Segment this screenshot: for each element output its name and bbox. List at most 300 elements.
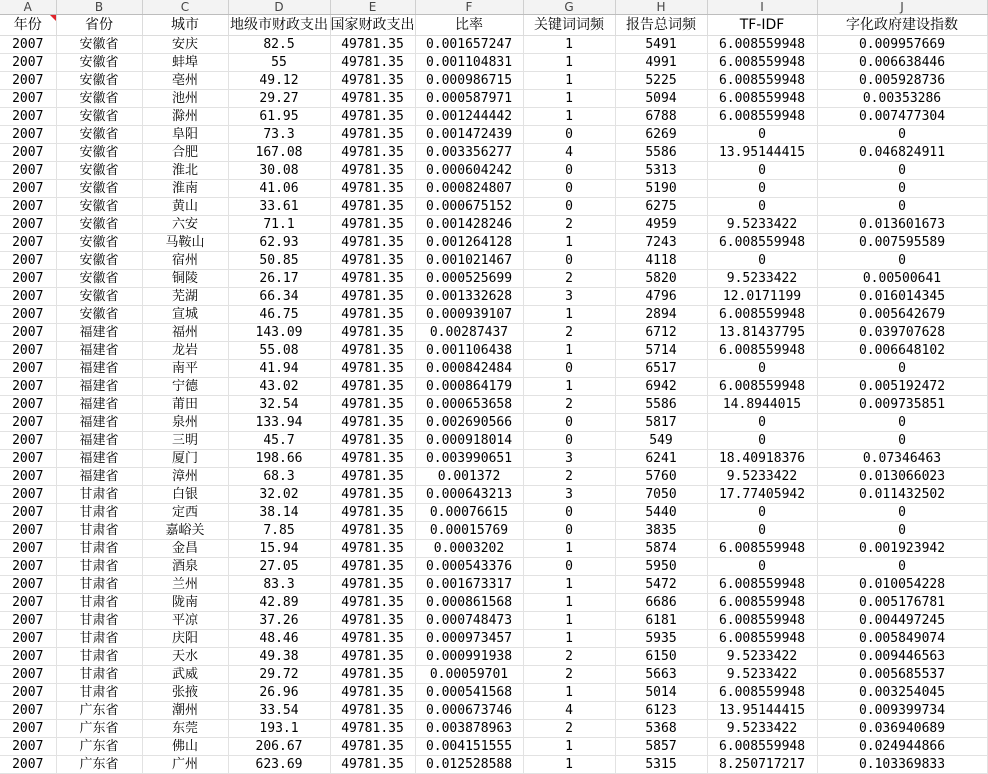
cell-report-total-frequency[interactable]: 5472 [615, 576, 707, 594]
cell-keyword-frequency[interactable]: 1 [523, 540, 615, 558]
cell-province[interactable]: 安徽省 [56, 144, 142, 162]
cell-national-fiscal-expenditure[interactable]: 49781.35 [330, 270, 415, 288]
cell-tf-idf[interactable]: 0 [707, 360, 817, 378]
cell-year[interactable]: 2007 [0, 702, 56, 720]
cell-national-fiscal-expenditure[interactable]: 49781.35 [330, 468, 415, 486]
cell-city-fiscal-expenditure[interactable]: 68.3 [228, 468, 330, 486]
cell-keyword-frequency[interactable]: 1 [523, 738, 615, 756]
cell-city-fiscal-expenditure[interactable]: 27.05 [228, 558, 330, 576]
header-cell-digital-government-index[interactable]: 字化政府建设指数 [817, 15, 987, 36]
cell-report-total-frequency[interactable]: 5874 [615, 540, 707, 558]
cell-digital-government-index[interactable]: 0.024944866 [817, 738, 987, 756]
cell-keyword-frequency[interactable]: 1 [523, 612, 615, 630]
cell-city-fiscal-expenditure[interactable]: 83.3 [228, 576, 330, 594]
cell-city-fiscal-expenditure[interactable]: 193.1 [228, 720, 330, 738]
cell-ratio[interactable]: 0.000861568 [415, 594, 523, 612]
cell-year[interactable]: 2007 [0, 576, 56, 594]
cell-tf-idf[interactable]: 6.008559948 [707, 738, 817, 756]
cell-year[interactable]: 2007 [0, 756, 56, 774]
cell-city[interactable]: 定西 [142, 504, 228, 522]
cell-year[interactable]: 2007 [0, 612, 56, 630]
cell-digital-government-index[interactable]: 0.00500641 [817, 270, 987, 288]
cell-national-fiscal-expenditure[interactable]: 49781.35 [330, 216, 415, 234]
cell-province[interactable]: 甘肃省 [56, 612, 142, 630]
cell-city-fiscal-expenditure[interactable]: 167.08 [228, 144, 330, 162]
column-header-j[interactable]: J [817, 0, 987, 15]
cell-province[interactable]: 福建省 [56, 324, 142, 342]
cell-keyword-frequency[interactable]: 0 [523, 504, 615, 522]
cell-city-fiscal-expenditure[interactable]: 66.34 [228, 288, 330, 306]
cell-tf-idf[interactable]: 6.008559948 [707, 108, 817, 126]
cell-year[interactable]: 2007 [0, 558, 56, 576]
cell-city[interactable]: 铜陵 [142, 270, 228, 288]
cell-ratio[interactable]: 0.001106438 [415, 342, 523, 360]
cell-city-fiscal-expenditure[interactable]: 206.67 [228, 738, 330, 756]
comment-indicator-icon[interactable] [50, 15, 56, 21]
cell-year[interactable]: 2007 [0, 468, 56, 486]
cell-city[interactable]: 莆田 [142, 396, 228, 414]
cell-report-total-frequency[interactable]: 549 [615, 432, 707, 450]
cell-city[interactable]: 陇南 [142, 594, 228, 612]
column-header-a[interactable]: A [0, 0, 56, 15]
cell-tf-idf[interactable]: 6.008559948 [707, 576, 817, 594]
cell-province[interactable]: 福建省 [56, 468, 142, 486]
cell-city-fiscal-expenditure[interactable]: 30.08 [228, 162, 330, 180]
cell-report-total-frequency[interactable]: 5014 [615, 684, 707, 702]
cell-ratio[interactable]: 0.00076615 [415, 504, 523, 522]
cell-ratio[interactable]: 0.000918014 [415, 432, 523, 450]
cell-report-total-frequency[interactable]: 4796 [615, 288, 707, 306]
cell-digital-government-index[interactable]: 0.007477304 [817, 108, 987, 126]
cell-province[interactable]: 安徽省 [56, 108, 142, 126]
cell-city-fiscal-expenditure[interactable]: 198.66 [228, 450, 330, 468]
cell-year[interactable]: 2007 [0, 306, 56, 324]
cell-digital-government-index[interactable]: 0.016014345 [817, 288, 987, 306]
cell-keyword-frequency[interactable]: 1 [523, 630, 615, 648]
cell-city[interactable]: 嘉峪关 [142, 522, 228, 540]
cell-tf-idf[interactable]: 6.008559948 [707, 630, 817, 648]
cell-keyword-frequency[interactable]: 3 [523, 288, 615, 306]
cell-digital-government-index[interactable]: 0.011432502 [817, 486, 987, 504]
header-cell-city[interactable]: 城市 [142, 15, 228, 36]
cell-city-fiscal-expenditure[interactable]: 33.61 [228, 198, 330, 216]
cell-tf-idf[interactable]: 0 [707, 180, 817, 198]
cell-national-fiscal-expenditure[interactable]: 49781.35 [330, 90, 415, 108]
cell-province[interactable]: 甘肃省 [56, 684, 142, 702]
cell-digital-government-index[interactable]: 0.007595589 [817, 234, 987, 252]
header-cell-province[interactable]: 省份 [56, 15, 142, 36]
cell-digital-government-index[interactable]: 0.006638446 [817, 54, 987, 72]
cell-national-fiscal-expenditure[interactable]: 49781.35 [330, 126, 415, 144]
cell-tf-idf[interactable]: 0 [707, 126, 817, 144]
header-cell-ratio[interactable]: 比率 [415, 15, 523, 36]
cell-keyword-frequency[interactable]: 0 [523, 198, 615, 216]
cell-ratio[interactable]: 0.000986715 [415, 72, 523, 90]
header-cell-tf-idf[interactable]: TF-IDF [707, 15, 817, 36]
cell-year[interactable]: 2007 [0, 234, 56, 252]
cell-city-fiscal-expenditure[interactable]: 61.95 [228, 108, 330, 126]
cell-tf-idf[interactable]: 6.008559948 [707, 306, 817, 324]
cell-national-fiscal-expenditure[interactable]: 49781.35 [330, 360, 415, 378]
cell-digital-government-index[interactable]: 0.009735851 [817, 396, 987, 414]
cell-digital-government-index[interactable]: 0.07346463 [817, 450, 987, 468]
cell-city[interactable]: 酒泉 [142, 558, 228, 576]
cell-province[interactable]: 福建省 [56, 360, 142, 378]
cell-year[interactable]: 2007 [0, 324, 56, 342]
cell-national-fiscal-expenditure[interactable]: 49781.35 [330, 54, 415, 72]
cell-digital-government-index[interactable]: 0.039707628 [817, 324, 987, 342]
cell-report-total-frequency[interactable]: 5817 [615, 414, 707, 432]
cell-province[interactable]: 福建省 [56, 342, 142, 360]
cell-keyword-frequency[interactable]: 3 [523, 450, 615, 468]
cell-digital-government-index[interactable]: 0.036940689 [817, 720, 987, 738]
cell-keyword-frequency[interactable]: 1 [523, 306, 615, 324]
cell-year[interactable]: 2007 [0, 270, 56, 288]
cell-national-fiscal-expenditure[interactable]: 49781.35 [330, 36, 415, 54]
cell-year[interactable]: 2007 [0, 648, 56, 666]
cell-city[interactable]: 合肥 [142, 144, 228, 162]
cell-year[interactable]: 2007 [0, 36, 56, 54]
cell-year[interactable]: 2007 [0, 162, 56, 180]
cell-ratio[interactable]: 0.001021467 [415, 252, 523, 270]
cell-digital-government-index[interactable]: 0 [817, 162, 987, 180]
cell-keyword-frequency[interactable]: 0 [523, 180, 615, 198]
cell-city[interactable]: 蚌埠 [142, 54, 228, 72]
cell-year[interactable]: 2007 [0, 630, 56, 648]
cell-year[interactable]: 2007 [0, 522, 56, 540]
cell-keyword-frequency[interactable]: 0 [523, 522, 615, 540]
cell-keyword-frequency[interactable]: 4 [523, 702, 615, 720]
cell-digital-government-index[interactable]: 0.003254045 [817, 684, 987, 702]
cell-national-fiscal-expenditure[interactable]: 49781.35 [330, 738, 415, 756]
cell-report-total-frequency[interactable]: 5368 [615, 720, 707, 738]
cell-city-fiscal-expenditure[interactable]: 48.46 [228, 630, 330, 648]
cell-city[interactable]: 泉州 [142, 414, 228, 432]
cell-year[interactable]: 2007 [0, 54, 56, 72]
cell-keyword-frequency[interactable]: 1 [523, 72, 615, 90]
cell-report-total-frequency[interactable]: 5094 [615, 90, 707, 108]
cell-digital-government-index[interactable]: 0 [817, 252, 987, 270]
cell-city[interactable]: 黄山 [142, 198, 228, 216]
cell-national-fiscal-expenditure[interactable]: 49781.35 [330, 414, 415, 432]
cell-report-total-frequency[interactable]: 7243 [615, 234, 707, 252]
cell-report-total-frequency[interactable]: 5315 [615, 756, 707, 774]
cell-report-total-frequency[interactable]: 5760 [615, 468, 707, 486]
cell-year[interactable]: 2007 [0, 414, 56, 432]
cell-digital-government-index[interactable]: 0.046824911 [817, 144, 987, 162]
cell-report-total-frequency[interactable]: 5313 [615, 162, 707, 180]
cell-ratio[interactable]: 0.001673317 [415, 576, 523, 594]
cell-ratio[interactable]: 0.001428246 [415, 216, 523, 234]
cell-ratio[interactable]: 0.000675152 [415, 198, 523, 216]
cell-ratio[interactable]: 0.001332628 [415, 288, 523, 306]
column-header-g[interactable]: G [523, 0, 615, 15]
cell-city[interactable]: 三明 [142, 432, 228, 450]
cell-report-total-frequency[interactable]: 4991 [615, 54, 707, 72]
cell-digital-government-index[interactable]: 0 [817, 180, 987, 198]
cell-report-total-frequency[interactable]: 5820 [615, 270, 707, 288]
cell-province[interactable]: 甘肃省 [56, 540, 142, 558]
cell-digital-government-index[interactable]: 0.013066023 [817, 468, 987, 486]
cell-national-fiscal-expenditure[interactable]: 49781.35 [330, 594, 415, 612]
cell-ratio[interactable]: 0.000864179 [415, 378, 523, 396]
cell-province[interactable]: 安徽省 [56, 270, 142, 288]
cell-national-fiscal-expenditure[interactable]: 49781.35 [330, 306, 415, 324]
cell-ratio[interactable]: 0.000525699 [415, 270, 523, 288]
cell-city-fiscal-expenditure[interactable]: 15.94 [228, 540, 330, 558]
cell-report-total-frequency[interactable]: 5190 [615, 180, 707, 198]
cell-national-fiscal-expenditure[interactable]: 49781.35 [330, 144, 415, 162]
cell-national-fiscal-expenditure[interactable]: 49781.35 [330, 288, 415, 306]
cell-city[interactable]: 淮南 [142, 180, 228, 198]
cell-keyword-frequency[interactable]: 1 [523, 756, 615, 774]
cell-city[interactable]: 龙岩 [142, 342, 228, 360]
cell-city-fiscal-expenditure[interactable]: 32.02 [228, 486, 330, 504]
cell-ratio[interactable]: 0.001372 [415, 468, 523, 486]
cell-report-total-frequency[interactable]: 3835 [615, 522, 707, 540]
cell-report-total-frequency[interactable]: 5950 [615, 558, 707, 576]
column-header-c[interactable]: C [142, 0, 228, 15]
cell-tf-idf[interactable]: 6.008559948 [707, 90, 817, 108]
cell-city[interactable]: 漳州 [142, 468, 228, 486]
cell-city-fiscal-expenditure[interactable]: 71.1 [228, 216, 330, 234]
cell-ratio[interactable]: 0.000939107 [415, 306, 523, 324]
cell-keyword-frequency[interactable]: 1 [523, 684, 615, 702]
cell-province[interactable]: 甘肃省 [56, 666, 142, 684]
cell-national-fiscal-expenditure[interactable]: 49781.35 [330, 234, 415, 252]
cell-report-total-frequency[interactable]: 5935 [615, 630, 707, 648]
cell-tf-idf[interactable]: 9.5233422 [707, 216, 817, 234]
cell-ratio[interactable]: 0.00015769 [415, 522, 523, 540]
cell-province[interactable]: 安徽省 [56, 234, 142, 252]
cell-city-fiscal-expenditure[interactable]: 33.54 [228, 702, 330, 720]
header-cell-national-fiscal-expenditure[interactable]: 国家财政支出 [330, 15, 415, 36]
cell-year[interactable]: 2007 [0, 72, 56, 90]
cell-city-fiscal-expenditure[interactable]: 29.27 [228, 90, 330, 108]
cell-province[interactable]: 安徽省 [56, 198, 142, 216]
cell-digital-government-index[interactable]: 0.004497245 [817, 612, 987, 630]
cell-report-total-frequency[interactable]: 5663 [615, 666, 707, 684]
cell-city-fiscal-expenditure[interactable]: 55 [228, 54, 330, 72]
cell-tf-idf[interactable]: 9.5233422 [707, 666, 817, 684]
cell-city-fiscal-expenditure[interactable]: 29.72 [228, 666, 330, 684]
cell-digital-government-index[interactable]: 0 [817, 504, 987, 522]
cell-city[interactable]: 潮州 [142, 702, 228, 720]
cell-digital-government-index[interactable]: 0.009446563 [817, 648, 987, 666]
cell-keyword-frequency[interactable]: 1 [523, 342, 615, 360]
cell-tf-idf[interactable]: 6.008559948 [707, 378, 817, 396]
cell-digital-government-index[interactable]: 0.001923942 [817, 540, 987, 558]
cell-keyword-frequency[interactable]: 1 [523, 36, 615, 54]
cell-city-fiscal-expenditure[interactable]: 26.17 [228, 270, 330, 288]
cell-year[interactable]: 2007 [0, 504, 56, 522]
cell-keyword-frequency[interactable]: 0 [523, 162, 615, 180]
header-cell-keyword-frequency[interactable]: 关键词词频 [523, 15, 615, 36]
cell-digital-government-index[interactable]: 0.005849074 [817, 630, 987, 648]
header-cell-report-total-frequency[interactable]: 报告总词频 [615, 15, 707, 36]
cell-national-fiscal-expenditure[interactable]: 49781.35 [330, 450, 415, 468]
cell-digital-government-index[interactable]: 0.103369833 [817, 756, 987, 774]
cell-ratio[interactable]: 0.000653658 [415, 396, 523, 414]
cell-province[interactable]: 福建省 [56, 450, 142, 468]
cell-keyword-frequency[interactable]: 1 [523, 90, 615, 108]
cell-province[interactable]: 福建省 [56, 396, 142, 414]
cell-city[interactable]: 亳州 [142, 72, 228, 90]
cell-year[interactable]: 2007 [0, 720, 56, 738]
cell-ratio[interactable]: 0.001244442 [415, 108, 523, 126]
cell-keyword-frequency[interactable]: 0 [523, 414, 615, 432]
cell-keyword-frequency[interactable]: 2 [523, 324, 615, 342]
cell-ratio[interactable]: 0.003990651 [415, 450, 523, 468]
cell-ratio[interactable]: 0.012528588 [415, 756, 523, 774]
cell-year[interactable]: 2007 [0, 108, 56, 126]
cell-keyword-frequency[interactable]: 2 [523, 666, 615, 684]
cell-report-total-frequency[interactable]: 6269 [615, 126, 707, 144]
cell-city[interactable]: 广州 [142, 756, 228, 774]
cell-city-fiscal-expenditure[interactable]: 41.06 [228, 180, 330, 198]
cell-province[interactable]: 甘肃省 [56, 594, 142, 612]
cell-province[interactable]: 甘肃省 [56, 558, 142, 576]
cell-report-total-frequency[interactable]: 6686 [615, 594, 707, 612]
cell-digital-government-index[interactable]: 0.009957669 [817, 36, 987, 54]
cell-report-total-frequency[interactable]: 4118 [615, 252, 707, 270]
cell-city-fiscal-expenditure[interactable]: 623.69 [228, 756, 330, 774]
cell-digital-government-index[interactable]: 0 [817, 126, 987, 144]
cell-report-total-frequency[interactable]: 6942 [615, 378, 707, 396]
cell-digital-government-index[interactable]: 0 [817, 198, 987, 216]
cell-ratio[interactable]: 0.003878963 [415, 720, 523, 738]
cell-report-total-frequency[interactable]: 6275 [615, 198, 707, 216]
cell-keyword-frequency[interactable]: 1 [523, 594, 615, 612]
cell-report-total-frequency[interactable]: 5440 [615, 504, 707, 522]
cell-keyword-frequency[interactable]: 1 [523, 378, 615, 396]
cell-national-fiscal-expenditure[interactable]: 49781.35 [330, 324, 415, 342]
cell-national-fiscal-expenditure[interactable]: 49781.35 [330, 648, 415, 666]
column-header-b[interactable]: B [56, 0, 142, 15]
cell-tf-idf[interactable]: 0 [707, 414, 817, 432]
cell-digital-government-index[interactable]: 0.009399734 [817, 702, 987, 720]
cell-tf-idf[interactable]: 13.95144415 [707, 144, 817, 162]
cell-city-fiscal-expenditure[interactable]: 38.14 [228, 504, 330, 522]
cell-tf-idf[interactable]: 0 [707, 558, 817, 576]
cell-province[interactable]: 安徽省 [56, 90, 142, 108]
cell-tf-idf[interactable]: 13.81437795 [707, 324, 817, 342]
cell-ratio[interactable]: 0.000543376 [415, 558, 523, 576]
cell-tf-idf[interactable]: 6.008559948 [707, 36, 817, 54]
cell-keyword-frequency[interactable]: 0 [523, 558, 615, 576]
cell-national-fiscal-expenditure[interactable]: 49781.35 [330, 522, 415, 540]
cell-city-fiscal-expenditure[interactable]: 32.54 [228, 396, 330, 414]
cell-city[interactable]: 白银 [142, 486, 228, 504]
cell-province[interactable]: 福建省 [56, 378, 142, 396]
cell-tf-idf[interactable]: 6.008559948 [707, 594, 817, 612]
cell-city-fiscal-expenditure[interactable]: 41.94 [228, 360, 330, 378]
cell-year[interactable]: 2007 [0, 396, 56, 414]
cell-ratio[interactable]: 0.000604242 [415, 162, 523, 180]
cell-national-fiscal-expenditure[interactable]: 49781.35 [330, 180, 415, 198]
cell-year[interactable]: 2007 [0, 216, 56, 234]
cell-province[interactable]: 安徽省 [56, 72, 142, 90]
cell-province[interactable]: 甘肃省 [56, 576, 142, 594]
cell-ratio[interactable]: 0.002690566 [415, 414, 523, 432]
cell-province[interactable]: 广东省 [56, 720, 142, 738]
cell-ratio[interactable]: 0.000673746 [415, 702, 523, 720]
cell-province[interactable]: 甘肃省 [56, 504, 142, 522]
cell-report-total-frequency[interactable]: 5225 [615, 72, 707, 90]
cell-city[interactable]: 宣城 [142, 306, 228, 324]
cell-ratio[interactable]: 0.003356277 [415, 144, 523, 162]
cell-city-fiscal-expenditure[interactable]: 55.08 [228, 342, 330, 360]
column-header-d[interactable]: D [228, 0, 330, 15]
cell-city[interactable]: 厦门 [142, 450, 228, 468]
cell-city-fiscal-expenditure[interactable]: 45.7 [228, 432, 330, 450]
cell-digital-government-index[interactable]: 0.005685537 [817, 666, 987, 684]
cell-tf-idf[interactable]: 13.95144415 [707, 702, 817, 720]
cell-tf-idf[interactable]: 6.008559948 [707, 342, 817, 360]
cell-year[interactable]: 2007 [0, 144, 56, 162]
cell-national-fiscal-expenditure[interactable]: 49781.35 [330, 72, 415, 90]
cell-ratio[interactable]: 0.000541568 [415, 684, 523, 702]
cell-province[interactable]: 安徽省 [56, 126, 142, 144]
column-header-f[interactable]: F [415, 0, 523, 15]
cell-national-fiscal-expenditure[interactable]: 49781.35 [330, 432, 415, 450]
cell-province[interactable]: 甘肃省 [56, 522, 142, 540]
cell-year[interactable]: 2007 [0, 90, 56, 108]
cell-year[interactable]: 2007 [0, 486, 56, 504]
cell-national-fiscal-expenditure[interactable]: 49781.35 [330, 396, 415, 414]
cell-national-fiscal-expenditure[interactable]: 49781.35 [330, 720, 415, 738]
cell-report-total-frequency[interactable]: 6123 [615, 702, 707, 720]
cell-province[interactable]: 甘肃省 [56, 630, 142, 648]
cell-city[interactable]: 芜湖 [142, 288, 228, 306]
cell-year[interactable]: 2007 [0, 288, 56, 306]
cell-city[interactable]: 兰州 [142, 576, 228, 594]
column-header-i[interactable]: I [707, 0, 817, 15]
column-header-e[interactable]: E [330, 0, 415, 15]
cell-national-fiscal-expenditure[interactable]: 49781.35 [330, 378, 415, 396]
cell-tf-idf[interactable]: 0 [707, 432, 817, 450]
cell-province[interactable]: 安徽省 [56, 252, 142, 270]
cell-city[interactable]: 金昌 [142, 540, 228, 558]
cell-city[interactable]: 阜阳 [142, 126, 228, 144]
cell-province[interactable]: 安徽省 [56, 306, 142, 324]
cell-ratio[interactable]: 0.001104831 [415, 54, 523, 72]
cell-city[interactable]: 安庆 [142, 36, 228, 54]
cell-province[interactable]: 甘肃省 [56, 486, 142, 504]
cell-province[interactable]: 广东省 [56, 738, 142, 756]
cell-tf-idf[interactable]: 14.8944015 [707, 396, 817, 414]
cell-keyword-frequency[interactable]: 1 [523, 576, 615, 594]
cell-province[interactable]: 安徽省 [56, 36, 142, 54]
cell-keyword-frequency[interactable]: 1 [523, 54, 615, 72]
cell-city-fiscal-expenditure[interactable]: 49.38 [228, 648, 330, 666]
cell-year[interactable]: 2007 [0, 252, 56, 270]
cell-tf-idf[interactable]: 17.77405942 [707, 486, 817, 504]
cell-keyword-frequency[interactable]: 0 [523, 432, 615, 450]
cell-year[interactable]: 2007 [0, 198, 56, 216]
cell-city[interactable]: 庆阳 [142, 630, 228, 648]
cell-national-fiscal-expenditure[interactable]: 49781.35 [330, 486, 415, 504]
cell-city-fiscal-expenditure[interactable]: 82.5 [228, 36, 330, 54]
cell-keyword-frequency[interactable]: 2 [523, 468, 615, 486]
cell-tf-idf[interactable]: 0 [707, 252, 817, 270]
cell-national-fiscal-expenditure[interactable]: 49781.35 [330, 630, 415, 648]
cell-national-fiscal-expenditure[interactable]: 49781.35 [330, 756, 415, 774]
cell-province[interactable]: 福建省 [56, 414, 142, 432]
cell-ratio[interactable]: 0.000973457 [415, 630, 523, 648]
cell-city[interactable]: 天水 [142, 648, 228, 666]
cell-year[interactable]: 2007 [0, 450, 56, 468]
